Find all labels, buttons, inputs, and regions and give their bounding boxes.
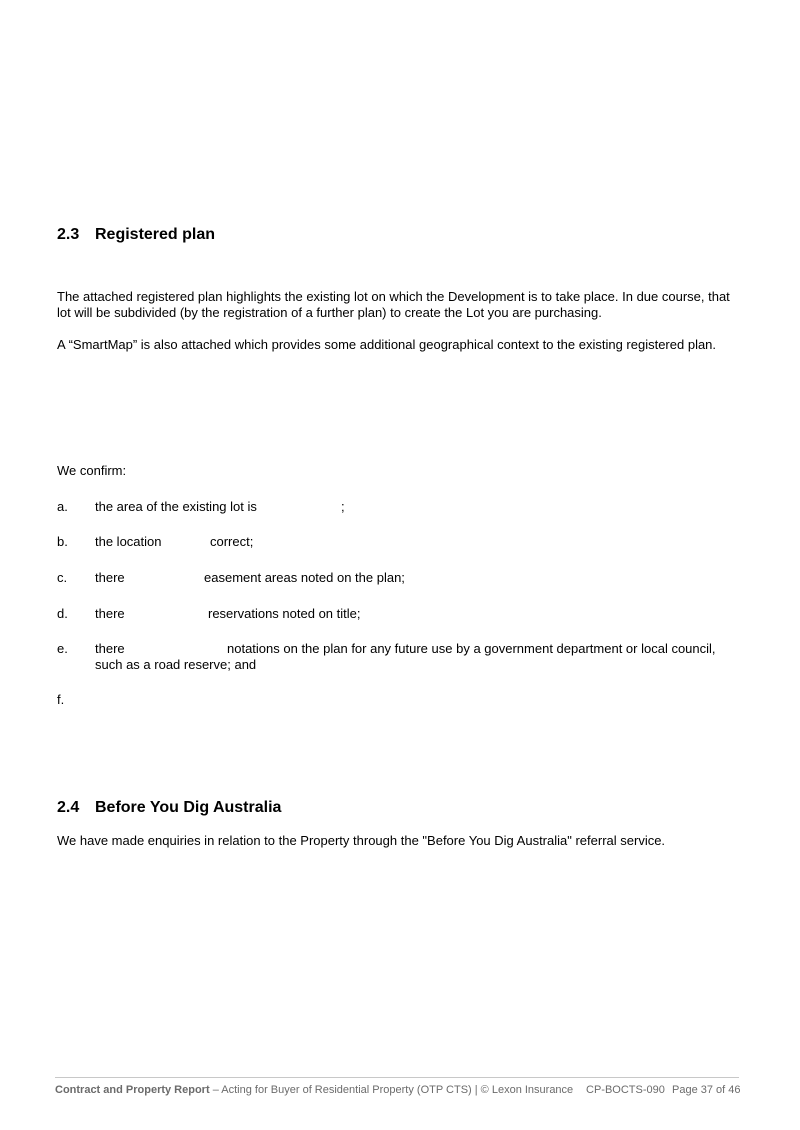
- section-title: Registered plan: [95, 226, 216, 243]
- section-heading-2-4: [57, 799, 457, 819]
- list-text: there: [95, 641, 125, 656]
- list-text-end: ;: [341, 499, 345, 514]
- list-letter: d.: [57, 606, 68, 621]
- section-heading-2-3: [57, 226, 457, 246]
- list-letter: c.: [57, 570, 68, 585]
- list-text-end: correct;: [210, 534, 254, 549]
- list-letter: b.: [57, 534, 68, 549]
- list-text-end: such as a road reserve; and: [95, 657, 257, 672]
- footer-title-rest: – Acting for Buyer of Residential Property (OTP CTS) | © Lexon Insurance: [209, 1084, 574, 1096]
- list-text: the location: [95, 534, 162, 549]
- footer-divider: [55, 1077, 739, 1078]
- section-title: Before You Dig Australia: [95, 799, 282, 816]
- list-item-e: [57, 641, 747, 673]
- list-item-c: [57, 570, 747, 586]
- list-letter: a.: [57, 499, 68, 514]
- list-letter: e.: [57, 641, 68, 656]
- section-number: 2.3: [57, 226, 80, 243]
- confirm-label: We confirm:: [57, 463, 127, 478]
- list-text: there: [95, 606, 125, 621]
- list-item-a: [57, 499, 747, 515]
- list-text-mid: notations on the plan for any future use by a government department or local council,: [227, 641, 716, 656]
- list-text-end: easement areas noted on the plan;: [204, 570, 405, 585]
- list-item-b: [57, 534, 747, 550]
- footer-code: CP-BOCTS-090: [586, 1084, 665, 1096]
- list-item-f: [57, 692, 747, 708]
- smartmap-paragraph: A “SmartMap” is also attached which provides some additional geographical context to the existing registered plan.: [57, 337, 717, 352]
- registered-plan-paragraph: The attached registered plan highlights the existing lot on which the Development is to take place. In due course, that lot will be subdivided (by the registration of a further plan) to create the Lot you are purchasing.: [57, 289, 730, 320]
- list-text: there: [95, 570, 125, 585]
- footer-title: [55, 1084, 573, 1096]
- footer-page-number: Page 37 of 46: [672, 1084, 741, 1096]
- list-text: the area of the existing lot is: [95, 499, 257, 514]
- list-text-end: reservations noted on title;: [208, 606, 361, 621]
- list-letter: f.: [57, 692, 65, 707]
- before-you-dig-paragraph: We have made enquiries in relation to the Property through the "Before You Dig Australia" referral service.: [57, 833, 666, 848]
- section-number: 2.4: [57, 799, 80, 816]
- footer-title-bold: Contract and Property Report: [55, 1084, 210, 1096]
- list-item-d: [57, 606, 747, 622]
